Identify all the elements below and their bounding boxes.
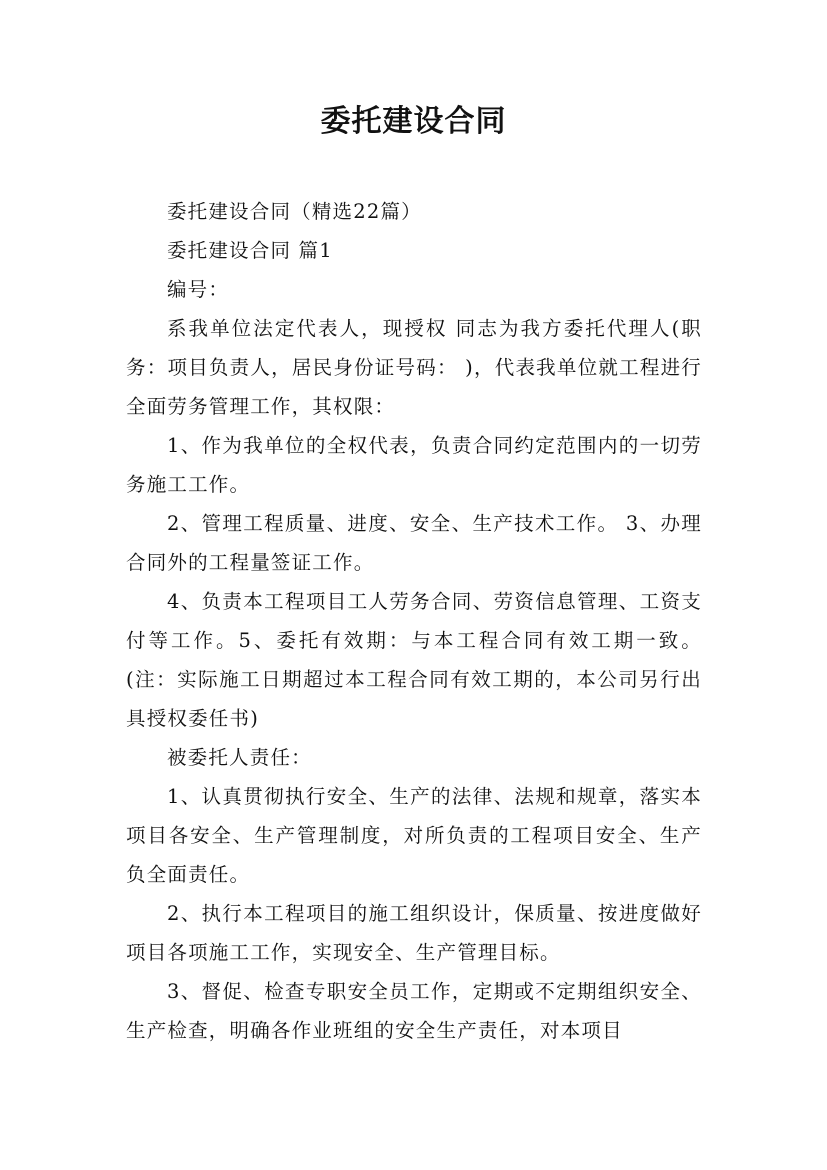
paragraph-item-4-5: 4、负责本工程项目工人劳务合同、劳资信息管理、工资支付等工作。5、委托有效期：与本工程合同有效工期一致。(注：实际施工日期超过本工程合同有效工期的，本公司另行出具授权委任书) xyxy=(126,590,702,730)
paragraph-item-2-3: 2、管理工程质量、进度、安全、生产技术工作。 3、办理合同外的工程量签证工作。 xyxy=(126,512,702,574)
document-title: 委托建设合同 xyxy=(320,104,507,139)
document-body xyxy=(126,192,702,1050)
paragraph-subtitle: 委托建设合同（精选22篇） xyxy=(166,200,422,223)
paragraph-responsibility-3: 3、督促、检查专职安全员工作，定期或不定期组织安全、生产检查，明确各作业班组的安全生产责任，对本项目 xyxy=(126,980,702,1042)
paragraph-item-1: 1、作为我单位的全权代表，负责合同约定范围内的一切劳务施工工作。 xyxy=(126,434,702,496)
paragraph-number-label: 编号： xyxy=(166,278,230,301)
paragraph-authorization: 系我单位法定代表人，现授权 同志为我方委托代理人(职务：项目负责人，居民身份证号码： )，代表我单位就工程进行全面劳务管理工作，其权限： xyxy=(126,317,702,418)
paragraph-responsibility-2: 2、执行本工程项目的施工组织设计，保质量、按进度做好项目各项施工工作，实现安全、生产管理目标。 xyxy=(126,902,702,964)
paragraph-section-heading: 委托建设合同 篇1 xyxy=(166,239,333,262)
paragraph-responsibility-heading: 被委托人责任： xyxy=(166,746,312,769)
paragraph-responsibility-1: 1、认真贯彻执行安全、生产的法律、法规和规章，落实本项目各安全、生产管理制度，对所负责的工程项目安全、生产负全面责任。 xyxy=(126,785,702,886)
